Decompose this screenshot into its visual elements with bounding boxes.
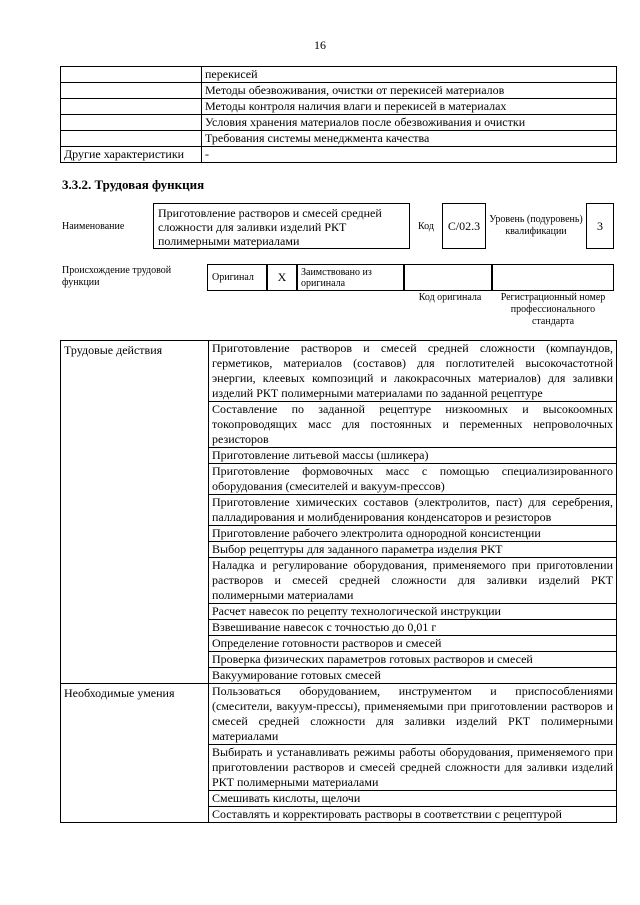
table-cell: перекисей: [202, 67, 617, 83]
characteristics-table: [60, 66, 617, 163]
labor-action-item: Наладка и регулирование оборудования, применяемого при приготовлении растворов и смесей средней сложности для заливки изделий РКТ полимерными материалами: [209, 558, 617, 604]
skill-item: Составлять и корректировать растворы в соответствии с рецептурой: [209, 807, 617, 823]
labor-action-item: Вакуумирование готовых смесей: [209, 668, 617, 684]
labor-action-item: Приготовление химических составов (электролитов, паст) для серебрения, палладирования и молибденирования конденсаторов и резисторов: [209, 495, 617, 526]
section-title: 3.3.2. Трудовая функция: [62, 177, 205, 192]
name-label: Наименование: [62, 221, 125, 232]
original-code-box: [404, 264, 492, 291]
table-row: [61, 684, 617, 745]
labor-action-item: Проверка физических параметров готовых растворов и смесей: [209, 652, 617, 668]
table-cell: Условия хранения материалов после обезвоживания и очистки: [202, 115, 617, 131]
skill-item: Смешивать кислоты, щелочи: [209, 791, 617, 807]
table-row: [61, 83, 617, 99]
labor-action-item: Определение готовности растворов и смесей: [209, 636, 617, 652]
labor-action-item: Приготовление растворов и смесей средней сложности (компаундов, герметиков, материалов (составов) для поглотителей высокочастотной энергии, клеевых композиций и лакокрасочных материалов) для заливки изделий РКТ полимерными материалами по заданной рецептуре: [209, 341, 617, 402]
required-skills-label: Необходимые умения: [61, 684, 209, 823]
registration-number-caption: Регистрационный номер профессионального стандарта: [500, 292, 606, 327]
labor-action-item: Выбор рецептуры для заданного параметра изделия РКТ: [209, 542, 617, 558]
page-number: 16: [314, 38, 326, 52]
code-value: С/02.3: [442, 203, 486, 249]
original-code-caption: Код оригинала: [418, 292, 482, 303]
table-cell: Требования системы менеджмента качества: [202, 131, 617, 147]
code-label: Код: [418, 220, 434, 232]
other-characteristics-value: -: [202, 147, 617, 163]
table-row: [61, 341, 617, 402]
table-row: [61, 115, 617, 131]
table-cell: Методы обезвоживания, очистки от перекисей материалов: [202, 83, 617, 99]
level-label: Уровень (подуровень) квалификации: [489, 214, 583, 237]
original-label: Оригинал: [207, 264, 267, 291]
table-row: [61, 147, 617, 163]
registration-number-box: [492, 264, 614, 291]
labor-action-item: Приготовление рабочего электролита однородной консистенции: [209, 526, 617, 542]
labor-action-item: Расчет навесок по рецепту технологической инструкции: [209, 604, 617, 620]
table-row: [61, 131, 617, 147]
labor-action-item: Составление по заданной рецептуре низкоомных и высокоомных токопроводящих масс для постоянных и переменных непроволочных резисторов: [209, 402, 617, 448]
labor-action-item: Приготовление литьевой массы (шликера): [209, 448, 617, 464]
borrowed-label: Заимствовано из оригинала: [297, 264, 404, 291]
labor-action-item: Приготовление формовочных масс с помощью специализированного оборудования (смесителей и вакуум-прессов): [209, 464, 617, 495]
level-value: 3: [586, 203, 614, 249]
other-characteristics-label: Другие характеристики: [61, 147, 202, 163]
origin-label: Происхождение трудовой функции: [62, 265, 172, 288]
labor-function-table: [60, 340, 617, 823]
function-name: Приготовление растворов и смесей средней сложности для заливки изделий РКТ полимерными материалами: [153, 203, 410, 249]
original-mark: X: [267, 264, 297, 291]
skill-item: Выбирать и устанавливать режимы работы оборудования, применяемого при приготовлении растворов и смесей средней сложности для заливки изделий РКТ полимерными материалами: [209, 745, 617, 791]
labor-actions-label: Трудовые действия: [61, 341, 209, 684]
table-row: [61, 67, 617, 83]
table-row: [61, 99, 617, 115]
skill-item: Пользоваться оборудованием, инструментом и приспособлениями (смесители, вакуум-прессы), применяемыми при приготовлении растворов и смесей средней сложности для заливки изделий РКТ полимерными материалами: [209, 684, 617, 745]
labor-action-item: Взвешивание навесок с точностью до 0,01 г: [209, 620, 617, 636]
table-cell: Методы контроля наличия влаги и перекисей в материалах: [202, 99, 617, 115]
